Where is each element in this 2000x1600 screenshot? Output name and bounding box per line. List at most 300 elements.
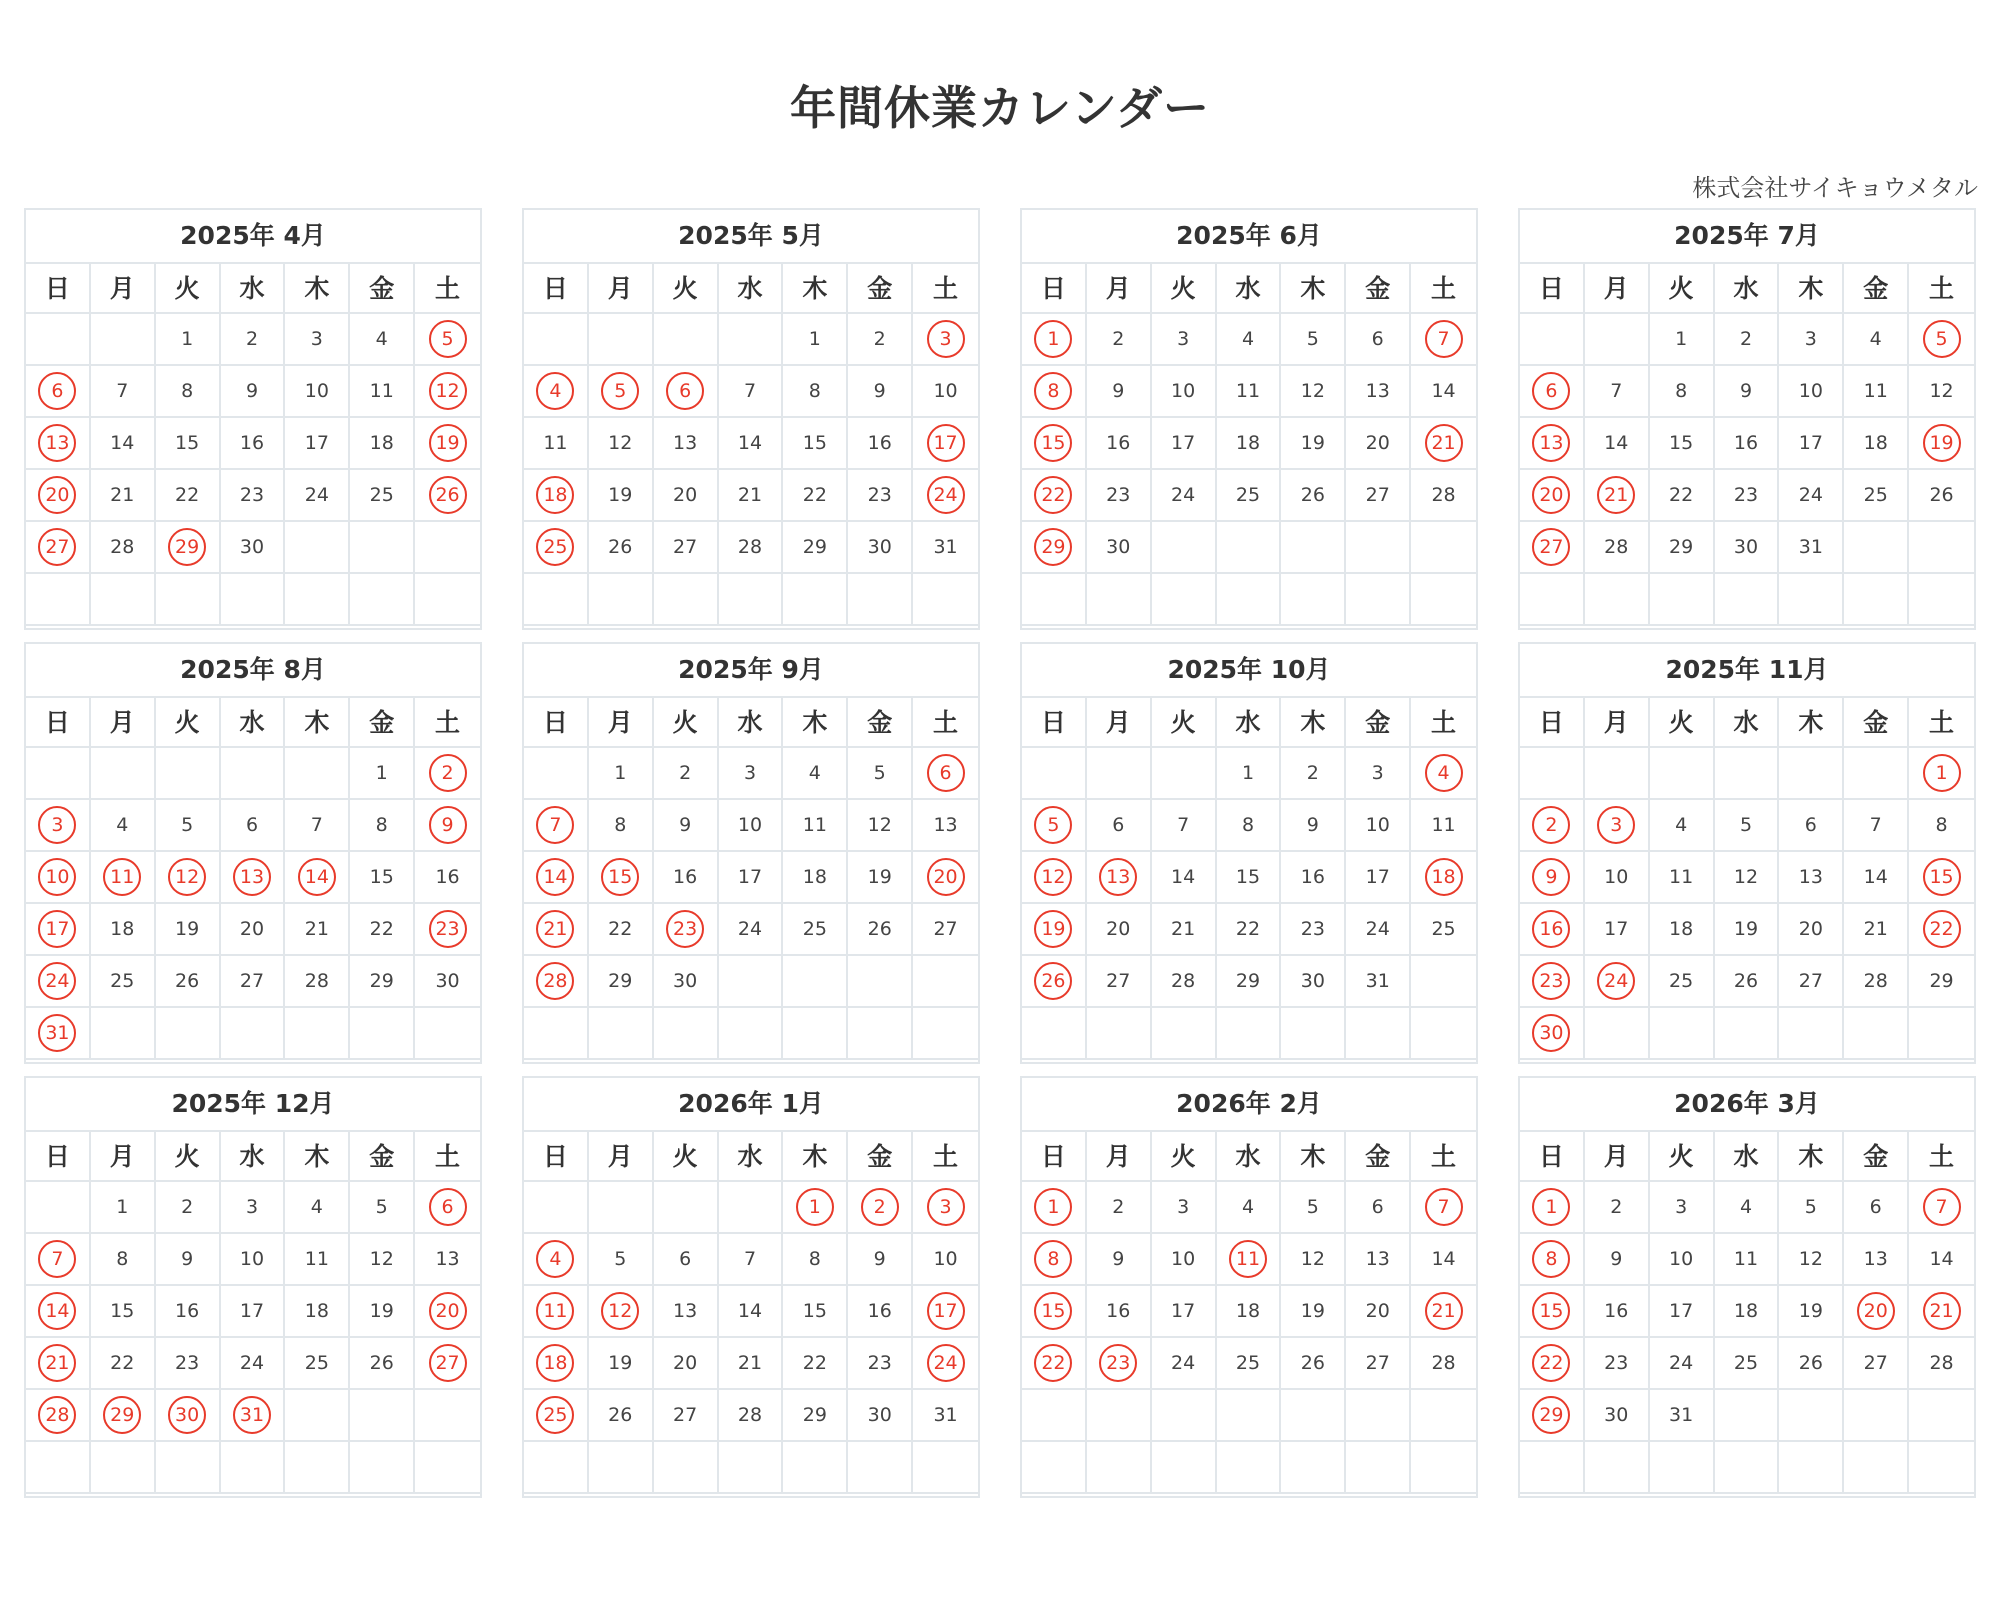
day-cell [1909, 1338, 1974, 1390]
day-number: 29 [1532, 1396, 1570, 1434]
day-cell [350, 314, 415, 366]
day-number: 19 [1923, 424, 1961, 462]
day-number: 27 [673, 1404, 698, 1426]
day-number: 20 [239, 918, 265, 940]
day-number: 26 [867, 918, 892, 940]
month-calendar [1020, 642, 1478, 1064]
day-cell [848, 522, 913, 574]
empty-day-cell [415, 1008, 480, 1060]
empty-day-cell [913, 956, 978, 1008]
weekday-header: 日 [26, 1132, 91, 1182]
empty-day-cell [719, 574, 784, 626]
weekday-header: 金 [1346, 264, 1411, 314]
day-cell [719, 1390, 784, 1442]
weekday-header: 火 [1152, 264, 1217, 314]
empty-day-cell [1779, 574, 1844, 626]
day-cell [913, 1234, 978, 1286]
day-number: 28 [1171, 970, 1196, 992]
day-number: 31 [933, 1404, 958, 1426]
day-number: 27 [1365, 1352, 1390, 1374]
day-number: 12 [867, 814, 892, 836]
day-number: 5 [614, 1248, 627, 1270]
holiday-day-cell [26, 1234, 91, 1286]
day-number: 15 [1923, 858, 1961, 896]
day-cell [1844, 1338, 1909, 1390]
holiday-day-cell [1411, 314, 1476, 366]
day-number: 24 [1798, 484, 1823, 506]
empty-day-cell [1087, 748, 1152, 800]
weekday-header: 水 [1217, 698, 1282, 748]
day-number: 9 [679, 814, 692, 836]
day-cell [1281, 366, 1346, 418]
day-number: 21 [737, 484, 763, 506]
empty-day-cell [848, 1442, 913, 1494]
day-number: 10 [1171, 380, 1196, 402]
empty-day-cell [783, 574, 848, 626]
day-cell [1779, 314, 1844, 366]
day-number: 24 [737, 918, 763, 940]
day-number: 13 [233, 858, 271, 896]
day-cell [1650, 366, 1715, 418]
day-number: 26 [608, 536, 633, 558]
weekday-header: 金 [350, 264, 415, 314]
day-number: 14 [1604, 432, 1629, 454]
day-number: 26 [429, 476, 467, 514]
day-cell [1715, 1234, 1780, 1286]
empty-day-cell [1844, 1442, 1909, 1494]
day-number: 8 [1532, 1240, 1570, 1278]
weekday-header: 木 [1779, 264, 1844, 314]
empty-day-cell [719, 956, 784, 1008]
day-cell [221, 314, 286, 366]
weekday-header: 火 [1152, 1132, 1217, 1182]
day-cell [285, 1338, 350, 1390]
day-cell [221, 470, 286, 522]
day-cell [913, 800, 978, 852]
day-cell [1087, 800, 1152, 852]
holiday-day-cell [913, 748, 978, 800]
day-number: 27 [239, 970, 265, 992]
day-number: 19 [1733, 918, 1759, 940]
day-number: 6 [1869, 1196, 1882, 1218]
day-number: 8 [614, 814, 627, 836]
day-number: 1 [116, 1196, 129, 1218]
weekday-header: 土 [1411, 264, 1476, 314]
day-cell [1152, 1234, 1217, 1286]
day-cell [285, 1182, 350, 1234]
day-number: 14 [1863, 866, 1888, 888]
weekday-header: 火 [156, 698, 221, 748]
weekday-header: 火 [1650, 264, 1715, 314]
day-number: 11 [1669, 866, 1694, 888]
day-number: 2 [873, 328, 886, 350]
day-cell [654, 1286, 719, 1338]
holiday-day-cell [654, 366, 719, 418]
day-number: 27 [1365, 484, 1390, 506]
empty-day-cell [1650, 748, 1715, 800]
day-number: 9 [1532, 858, 1570, 896]
empty-day-cell [26, 1182, 91, 1234]
day-number: 26 [1733, 970, 1759, 992]
day-cell [1087, 366, 1152, 418]
weekday-header: 金 [1346, 698, 1411, 748]
day-cell [91, 470, 156, 522]
day-cell [1217, 1338, 1282, 1390]
day-cell [589, 956, 654, 1008]
holiday-day-cell [415, 1338, 480, 1390]
day-number: 17 [304, 432, 329, 454]
day-number: 29 [608, 970, 633, 992]
weekday-header: 木 [783, 264, 848, 314]
empty-day-cell [1217, 574, 1282, 626]
day-number: 23 [666, 910, 704, 948]
day-number: 23 [867, 1352, 892, 1374]
day-cell [1715, 418, 1780, 470]
day-number: 21 [1923, 1292, 1961, 1330]
day-cell [848, 366, 913, 418]
day-number: 6 [1804, 814, 1817, 836]
day-cell [1779, 956, 1844, 1008]
weekday-header: 土 [415, 1132, 480, 1182]
holiday-day-cell [1411, 1182, 1476, 1234]
holiday-day-cell [285, 852, 350, 904]
weekday-header: 水 [719, 264, 784, 314]
day-number: 10 [239, 1248, 265, 1270]
holiday-day-cell [524, 904, 589, 956]
day-number: 4 [536, 1240, 574, 1278]
day-number: 7 [1177, 814, 1190, 836]
empty-day-cell [719, 314, 784, 366]
day-cell [719, 748, 784, 800]
page-title: 年間休業カレンダー [789, 81, 1210, 135]
empty-day-cell [1779, 1008, 1844, 1060]
day-number: 11 [536, 1292, 574, 1330]
day-number: 5 [1306, 1196, 1319, 1218]
day-number: 23 [1106, 484, 1131, 506]
month-calendar [522, 642, 980, 1064]
empty-day-cell [1281, 574, 1346, 626]
empty-day-cell [719, 1442, 784, 1494]
day-cell [589, 522, 654, 574]
day-cell [654, 418, 719, 470]
day-number: 29 [369, 970, 394, 992]
day-cell [589, 1338, 654, 1390]
empty-day-cell [1281, 522, 1346, 574]
day-number: 26 [175, 970, 200, 992]
day-number: 18 [802, 866, 827, 888]
day-number: 26 [1034, 962, 1072, 1000]
day-cell [350, 748, 415, 800]
empty-day-cell [1715, 1008, 1780, 1060]
empty-day-cell [156, 1442, 221, 1494]
empty-day-cell [1087, 574, 1152, 626]
day-cell [589, 904, 654, 956]
day-cell [1152, 1182, 1217, 1234]
day-cell [783, 904, 848, 956]
day-number: 16 [867, 1300, 892, 1322]
holiday-day-cell [1520, 366, 1585, 418]
day-cell [350, 956, 415, 1008]
day-number: 1 [1923, 754, 1961, 792]
day-number: 20 [1365, 432, 1390, 454]
day-number: 31 [933, 536, 958, 558]
day-cell [1281, 470, 1346, 522]
day-number: 30 [1106, 536, 1131, 558]
day-number: 20 [1798, 918, 1823, 940]
day-number: 25 [1863, 484, 1888, 506]
empty-day-cell [1087, 1008, 1152, 1060]
day-number: 2 [429, 754, 467, 792]
empty-day-cell [1281, 1008, 1346, 1060]
day-cell [221, 522, 286, 574]
day-number: 30 [1532, 1014, 1570, 1052]
day-cell [1844, 314, 1909, 366]
day-cell [654, 956, 719, 1008]
day-number: 24 [1365, 918, 1390, 940]
day-number: 17 [38, 910, 76, 948]
weekday-header: 金 [848, 698, 913, 748]
empty-day-cell [1585, 314, 1650, 366]
empty-day-cell [913, 574, 978, 626]
day-cell [350, 904, 415, 956]
day-number: 10 [737, 814, 763, 836]
day-number: 14 [737, 1300, 763, 1322]
day-number: 24 [38, 962, 76, 1000]
holiday-day-cell [1520, 1390, 1585, 1442]
month-title: 2025年 6月 [1022, 210, 1476, 264]
empty-day-cell [1715, 1390, 1780, 1442]
empty-day-cell [285, 748, 350, 800]
day-number: 18 [1669, 918, 1694, 940]
day-cell [1909, 1234, 1974, 1286]
day-number: 31 [1365, 970, 1390, 992]
month-title: 2025年 4月 [26, 210, 480, 264]
day-number: 1 [808, 328, 821, 350]
day-cell [156, 1182, 221, 1234]
holiday-day-cell [589, 852, 654, 904]
holiday-day-cell [1022, 956, 1087, 1008]
day-cell [1779, 522, 1844, 574]
day-number: 16 [1106, 1300, 1131, 1322]
day-cell [1152, 314, 1217, 366]
weekday-header: 金 [350, 1132, 415, 1182]
day-cell [1346, 1234, 1411, 1286]
day-cell [285, 470, 350, 522]
holiday-day-cell [1520, 1286, 1585, 1338]
weekday-header: 火 [156, 264, 221, 314]
day-cell [913, 904, 978, 956]
day-number: 19 [429, 424, 467, 462]
day-cell [1650, 1182, 1715, 1234]
weekday-header: 月 [91, 1132, 156, 1182]
empty-day-cell [1411, 574, 1476, 626]
day-cell [1909, 366, 1974, 418]
day-number: 10 [1365, 814, 1390, 836]
day-cell [156, 904, 221, 956]
holiday-day-cell [415, 418, 480, 470]
day-number: 27 [1863, 1352, 1888, 1374]
day-number: 6 [1532, 372, 1570, 410]
holiday-day-cell [524, 852, 589, 904]
weekday-header: 日 [524, 1132, 589, 1182]
weekday-header: 日 [524, 698, 589, 748]
day-cell [1152, 418, 1217, 470]
holiday-day-cell [415, 1286, 480, 1338]
day-number: 22 [369, 918, 394, 940]
empty-day-cell [1152, 1390, 1217, 1442]
day-number: 16 [1532, 910, 1570, 948]
month-title: 2025年 10月 [1022, 644, 1476, 698]
holiday-day-cell [589, 1286, 654, 1338]
day-cell [719, 800, 784, 852]
day-cell [350, 1286, 415, 1338]
day-cell [1844, 904, 1909, 956]
day-number: 29 [103, 1396, 141, 1434]
day-number: 22 [608, 918, 633, 940]
day-number: 29 [1235, 970, 1261, 992]
empty-day-cell [285, 1008, 350, 1060]
day-number: 17 [927, 1292, 965, 1330]
day-cell [285, 904, 350, 956]
holiday-day-cell [1520, 522, 1585, 574]
day-number: 10 [304, 380, 329, 402]
day-cell [1281, 800, 1346, 852]
empty-day-cell [1520, 1442, 1585, 1494]
day-number: 30 [435, 970, 460, 992]
day-cell [1087, 1234, 1152, 1286]
day-cell [285, 418, 350, 470]
holiday-day-cell [91, 852, 156, 904]
holiday-day-cell [26, 1390, 91, 1442]
empty-day-cell [1281, 1390, 1346, 1442]
day-number: 4 [310, 1196, 323, 1218]
day-number: 10 [1798, 380, 1823, 402]
day-cell [1346, 852, 1411, 904]
day-cell [285, 956, 350, 1008]
holiday-day-cell [524, 1286, 589, 1338]
day-cell [719, 522, 784, 574]
weekday-header: 木 [1281, 1132, 1346, 1182]
day-cell [783, 314, 848, 366]
day-cell [350, 470, 415, 522]
holiday-day-cell [524, 1234, 589, 1286]
weekday-header: 火 [1650, 698, 1715, 748]
weekday-header: 月 [91, 698, 156, 748]
month-title: 2025年 8月 [26, 644, 480, 698]
weekday-header: 木 [285, 264, 350, 314]
day-number: 1 [375, 762, 388, 784]
weekday-header: 土 [913, 264, 978, 314]
day-number: 25 [1431, 918, 1456, 940]
day-cell [1217, 418, 1282, 470]
day-number: 20 [1106, 918, 1131, 940]
day-cell [1152, 470, 1217, 522]
empty-day-cell [524, 1442, 589, 1494]
day-number: 3 [310, 328, 323, 350]
day-number: 5 [429, 320, 467, 358]
day-number: 7 [38, 1240, 76, 1278]
day-cell [1346, 1338, 1411, 1390]
day-cell [848, 852, 913, 904]
day-number: 15 [175, 432, 200, 454]
day-number: 12 [608, 432, 633, 454]
day-number: 24 [1597, 962, 1635, 1000]
holiday-day-cell [26, 1286, 91, 1338]
empty-day-cell [415, 574, 480, 626]
day-number: 5 [873, 762, 886, 784]
empty-day-cell [1022, 748, 1087, 800]
day-number: 18 [304, 1300, 329, 1322]
weekday-header: 水 [1715, 1132, 1780, 1182]
holiday-day-cell [1585, 800, 1650, 852]
empty-day-cell [1909, 574, 1974, 626]
month-calendar [24, 208, 482, 630]
day-number: 9 [1610, 1248, 1623, 1270]
empty-day-cell [1715, 574, 1780, 626]
holiday-day-cell [156, 852, 221, 904]
day-number: 20 [1532, 476, 1570, 514]
day-number: 21 [304, 918, 329, 940]
holiday-day-cell [1022, 522, 1087, 574]
day-cell [1087, 314, 1152, 366]
day-cell [1217, 904, 1282, 956]
day-number: 4 [1241, 1196, 1255, 1218]
empty-day-cell [1022, 1442, 1087, 1494]
weekday-header: 火 [654, 264, 719, 314]
day-number: 13 [1099, 858, 1137, 896]
day-number: 27 [673, 536, 698, 558]
weekday-header: 火 [1152, 698, 1217, 748]
day-number: 19 [1034, 910, 1072, 948]
day-cell [848, 470, 913, 522]
day-cell [1217, 748, 1282, 800]
day-cell [1909, 956, 1974, 1008]
day-number: 21 [1863, 918, 1888, 940]
weekday-header: 火 [654, 698, 719, 748]
weekday-header: 火 [156, 1132, 221, 1182]
day-number: 3 [245, 1196, 259, 1218]
day-number: 8 [808, 1248, 821, 1270]
holiday-day-cell [1520, 1182, 1585, 1234]
day-cell [1281, 1338, 1346, 1390]
day-number: 7 [1425, 320, 1463, 358]
day-cell [91, 522, 156, 574]
day-number: 24 [304, 484, 329, 506]
holiday-day-cell [26, 852, 91, 904]
day-number: 23 [1604, 1352, 1629, 1374]
day-number: 25 [1235, 484, 1261, 506]
day-cell [415, 956, 480, 1008]
day-cell [1585, 1234, 1650, 1286]
day-number: 26 [369, 1352, 394, 1374]
day-number: 7 [1610, 380, 1623, 402]
holiday-day-cell [913, 1182, 978, 1234]
day-cell [589, 1390, 654, 1442]
holiday-day-cell [524, 800, 589, 852]
weekday-header: 月 [1585, 1132, 1650, 1182]
empty-day-cell [589, 574, 654, 626]
day-cell [1087, 470, 1152, 522]
day-number: 12 [1798, 1248, 1823, 1270]
holiday-day-cell [1411, 852, 1476, 904]
day-cell [91, 418, 156, 470]
day-number: 2 [861, 1188, 899, 1226]
empty-day-cell [1281, 1442, 1346, 1494]
day-cell [91, 1182, 156, 1234]
day-number: 28 [1431, 1352, 1456, 1374]
day-number: 25 [536, 1396, 574, 1434]
weekday-header: 木 [1281, 698, 1346, 748]
